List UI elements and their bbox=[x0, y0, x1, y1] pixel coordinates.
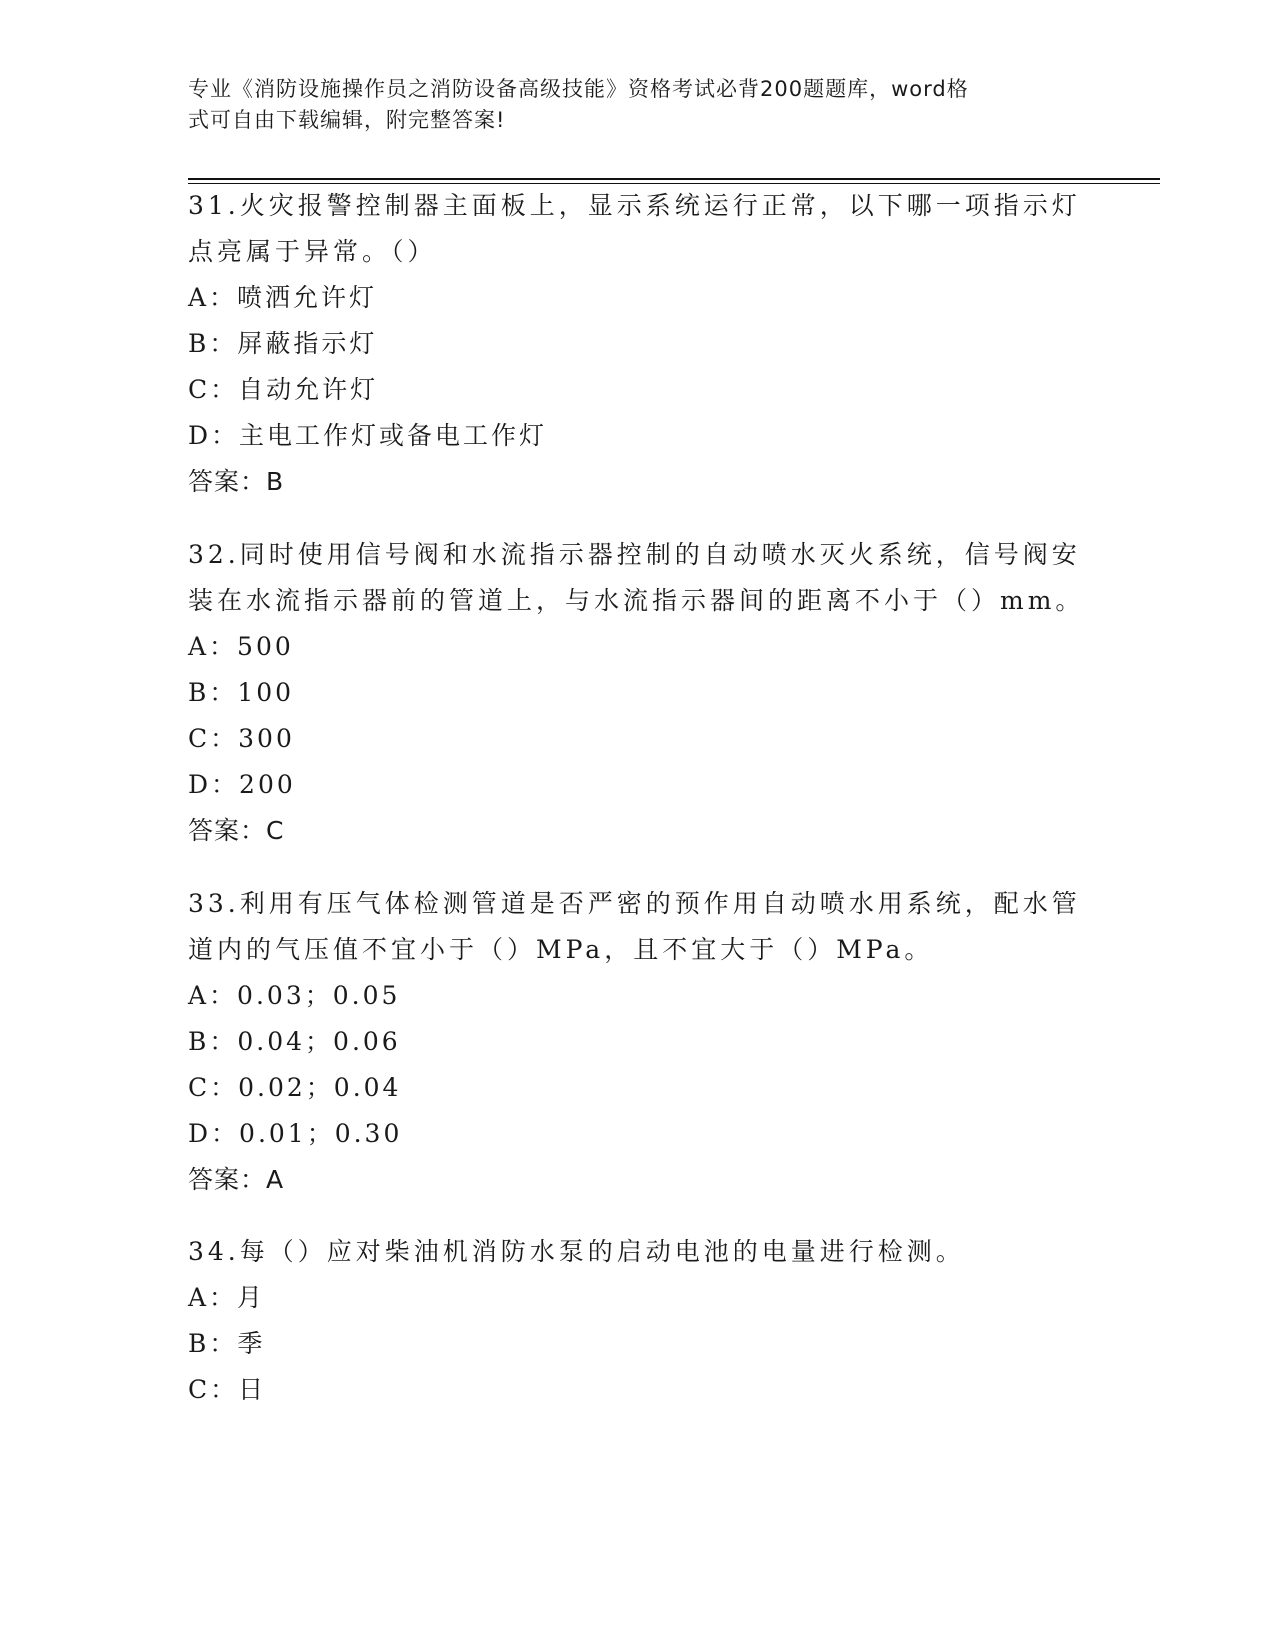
question-31-option-d: D：主电工作灯或备电工作灯 bbox=[188, 421, 548, 450]
question-32-answer: 答案：C bbox=[188, 816, 285, 845]
question-34-option-a: A：月 bbox=[188, 1283, 266, 1312]
question-31-option-b: B：屏蔽指示灯 bbox=[188, 329, 378, 358]
question-32-text-line-1: 32.同时使用信号阀和水流指示器控制的自动喷水灭火系统，信号阀安 bbox=[188, 540, 1081, 569]
question-34-text-line-1: 34.每（）应对柴油机消防水泵的启动电池的电量进行检测。 bbox=[188, 1237, 965, 1266]
question-31-text-line-2: 点亮属于异常。（） bbox=[188, 237, 437, 266]
question-32-text-line-2: 装在水流指示器前的管道上，与水流指示器间的距离不小于（）mm。 bbox=[188, 586, 1085, 615]
header-line-1: 专业《消防设施操作员之消防设备高级技能》资格考试必背200题题库，word格 bbox=[188, 77, 969, 101]
question-34-option-b: B：季 bbox=[188, 1329, 266, 1358]
question-32-option-c: C：300 bbox=[188, 724, 295, 753]
question-33 bbox=[188, 881, 1088, 1203]
question-32-option-b: B：100 bbox=[188, 678, 295, 707]
question-33-answer: 答案：A bbox=[188, 1165, 285, 1194]
question-34-option-c: C：日 bbox=[188, 1375, 267, 1404]
question-33-option-c: C：0.02；0.04 bbox=[188, 1073, 402, 1102]
document-header bbox=[188, 74, 1088, 136]
header-divider-thick bbox=[188, 178, 1160, 180]
header-line-2: 式可自由下载编辑，附完整答案! bbox=[188, 108, 506, 132]
question-33-option-a: A：0.03；0.05 bbox=[188, 981, 401, 1010]
question-32-option-a: A：500 bbox=[188, 632, 294, 661]
question-31-option-a: A：喷洒允许灯 bbox=[188, 283, 378, 312]
question-31-answer: 答案：B bbox=[188, 467, 285, 496]
question-32-option-d: D：200 bbox=[188, 770, 296, 799]
question-33-option-d: D：0.01；0.30 bbox=[188, 1119, 403, 1148]
question-34 bbox=[188, 1229, 1088, 1413]
question-32 bbox=[188, 532, 1088, 854]
question-33-text-line-1: 33.利用有压气体检测管道是否严密的预作用自动喷水用系统，配水管 bbox=[188, 889, 1081, 918]
question-33-text-line-2: 道内的气压值不宜小于（）MPa，且不宜大于（）MPa。 bbox=[188, 935, 934, 964]
question-31-option-c: C：自动允许灯 bbox=[188, 375, 379, 404]
question-31-text-line-1: 31.火灾报警控制器主面板上，显示系统运行正常，以下哪一项指示灯 bbox=[188, 191, 1081, 220]
question-31 bbox=[188, 183, 1088, 505]
question-33-option-b: B：0.04；0.06 bbox=[188, 1027, 401, 1056]
